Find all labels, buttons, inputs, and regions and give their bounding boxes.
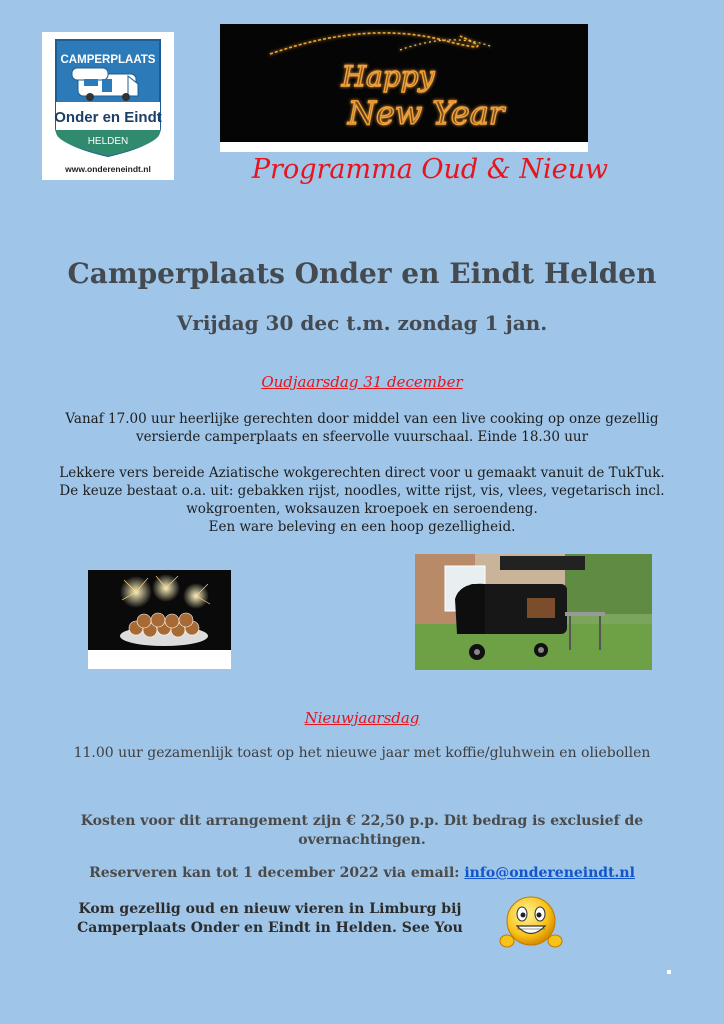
logo-name: Onder en Eindt [54, 109, 162, 126]
oliebollen-photo [88, 570, 231, 669]
email-link[interactable]: info@ondereneindt.nl [464, 865, 635, 881]
text-line: Lekkere vers bereide Aziatische wokgerechten direct voor u gemaakt vanuit de TukTuk. [59, 465, 665, 481]
text-line: wokgroenten, woksauzen kroepoek en seroendeng. [186, 501, 538, 517]
reserve-label: Reserveren kan tot 1 december 2022 via email: [89, 865, 465, 881]
logo-place: HELDEN [87, 136, 129, 147]
text-line: Kosten voor dit arrangement zijn € 22,50 p.p. Dit bedrag is exclusief de [80, 813, 644, 829]
text-line: De keuze bestaat o.a. uit: gebakken rijst, noodles, witte rijst, vis, vlees, vegetarisch incl. [59, 483, 665, 499]
closing-text [70, 900, 470, 938]
logo-top-text: CAMPERPLAATS [60, 54, 156, 66]
campsite-logo [42, 32, 174, 180]
date-range-subtitle: Vrijdag 30 dec t.m. zondag 1 jan. [176, 311, 548, 335]
text-line: Een ware beleving en een hoop gezelligheid. [208, 519, 516, 535]
tuktuk-photo [415, 554, 652, 670]
text-line: Camperplaats Onder en Eindt in Helden. See You [77, 920, 463, 936]
costs-text [60, 812, 664, 850]
decorative-dot [667, 970, 671, 974]
banner-line2: New Year [347, 94, 505, 132]
happy-new-year-banner [220, 24, 588, 152]
nieuwjaar-text: 11.00 uur gezamenlijk toast op het nieuwe jaar met koffie/gluhwein en oliebollen [73, 745, 651, 761]
nieuwjaar-heading: Nieuwjaarsdag [304, 709, 420, 727]
page-title: Camperplaats Onder en Eindt Helden [67, 257, 657, 290]
text-line: Vanaf 17.00 uur heerlijke gerechten door middel van een live cooking op onze gezellig [65, 411, 659, 427]
text-line: overnachtingen. [298, 832, 426, 848]
banner-line1: Happy [341, 60, 435, 93]
program-title: Programma Oud & Nieuw [251, 154, 609, 185]
smiley-icon [499, 893, 563, 953]
oudjaar-heading: Oudjaarsdag 31 december [261, 373, 463, 391]
text-line: versierde camperplaats en sfeervolle vuurschaal. Einde 18.30 uur [135, 429, 589, 445]
text-line: Kom gezellig oud en nieuw vieren in Limburg bij [78, 901, 462, 917]
oudjaar-paragraph-2 [40, 464, 684, 536]
reserve-text [60, 864, 664, 883]
logo-url: www.ondereneindt.nl [65, 164, 151, 174]
oudjaar-paragraph-1 [40, 410, 684, 446]
